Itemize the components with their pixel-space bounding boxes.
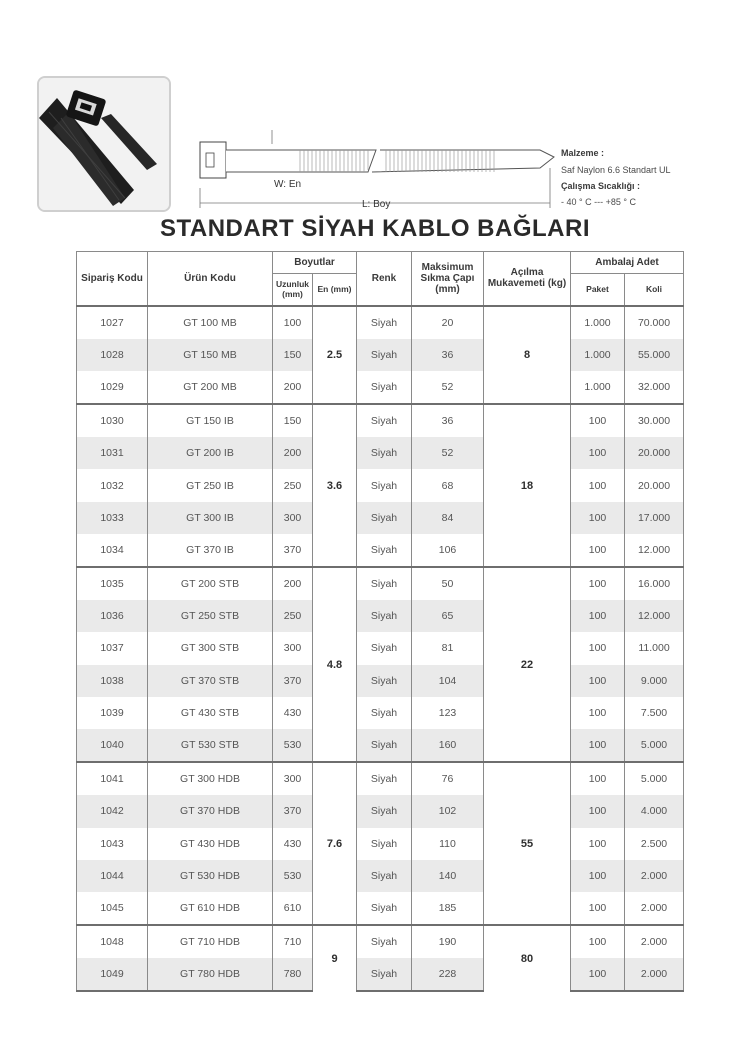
page-title: STANDART SİYAH KABLO BAĞLARI bbox=[159, 215, 590, 242]
diameter-cell: 52 bbox=[412, 371, 484, 404]
order-code-cell: 1027 bbox=[77, 306, 148, 339]
diameter-cell: 102 bbox=[412, 795, 484, 827]
color-cell: Siyah bbox=[357, 567, 412, 600]
header-packaging: Ambalaj Adet bbox=[571, 252, 684, 274]
color-cell: Siyah bbox=[357, 828, 412, 860]
product-code-cell: GT 200 MB bbox=[148, 371, 273, 404]
package-cell: 100 bbox=[571, 860, 625, 892]
package-cell: 100 bbox=[571, 600, 625, 632]
package-cell: 1.000 bbox=[571, 306, 625, 339]
color-cell: Siyah bbox=[357, 339, 412, 371]
package-cell: 100 bbox=[571, 795, 625, 827]
table-row bbox=[77, 600, 684, 632]
order-code-cell: 1045 bbox=[77, 892, 148, 925]
box-cell: 2.000 bbox=[625, 860, 684, 892]
box-cell: 7.500 bbox=[625, 697, 684, 729]
table-row bbox=[77, 371, 684, 404]
table-row bbox=[77, 860, 684, 892]
width-cell: 2.5 bbox=[313, 306, 357, 405]
color-cell: Siyah bbox=[357, 600, 412, 632]
diameter-cell: 76 bbox=[412, 762, 484, 795]
order-code-cell: 1040 bbox=[77, 729, 148, 762]
package-cell: 100 bbox=[571, 534, 625, 567]
diameter-cell: 106 bbox=[412, 534, 484, 567]
package-cell: 100 bbox=[571, 437, 625, 469]
product-code-cell: GT 150 IB bbox=[148, 404, 273, 437]
table-row bbox=[77, 665, 684, 697]
product-code-cell: GT 300 HDB bbox=[148, 762, 273, 795]
table-row bbox=[77, 404, 684, 437]
package-cell: 1.000 bbox=[571, 339, 625, 371]
box-cell: 11.000 bbox=[625, 632, 684, 664]
product-code-cell: GT 430 STB bbox=[148, 697, 273, 729]
temperature-value: - 40 ° C --- +85 ° C bbox=[561, 197, 636, 207]
box-cell: 4.000 bbox=[625, 795, 684, 827]
box-cell: 70.000 bbox=[625, 306, 684, 339]
length-cell: 300 bbox=[273, 502, 313, 534]
width-cell: 3.6 bbox=[313, 404, 357, 567]
order-code-cell: 1031 bbox=[77, 437, 148, 469]
box-cell: 16.000 bbox=[625, 567, 684, 600]
package-cell: 100 bbox=[571, 697, 625, 729]
color-cell: Siyah bbox=[357, 697, 412, 729]
product-code-cell: GT 300 IB bbox=[148, 502, 273, 534]
length-cell: 150 bbox=[273, 404, 313, 437]
length-cell: 710 bbox=[273, 925, 313, 958]
order-code-cell: 1029 bbox=[77, 371, 148, 404]
box-cell: 2.000 bbox=[625, 892, 684, 925]
product-code-cell: GT 370 IB bbox=[148, 534, 273, 567]
package-cell: 100 bbox=[571, 632, 625, 664]
product-code-cell: GT 250 STB bbox=[148, 600, 273, 632]
order-code-cell: 1037 bbox=[77, 632, 148, 664]
length-cell: 430 bbox=[273, 697, 313, 729]
product-code-cell: GT 780 HDB bbox=[148, 958, 273, 991]
cable-tie-diagram bbox=[190, 128, 560, 210]
color-cell: Siyah bbox=[357, 632, 412, 664]
length-cell: 150 bbox=[273, 339, 313, 371]
color-cell: Siyah bbox=[357, 925, 412, 958]
package-cell: 100 bbox=[571, 762, 625, 795]
box-cell: 20.000 bbox=[625, 469, 684, 501]
length-cell: 430 bbox=[273, 828, 313, 860]
table-row bbox=[77, 958, 684, 991]
length-cell: 370 bbox=[273, 665, 313, 697]
table-row bbox=[77, 502, 684, 534]
color-cell: Siyah bbox=[357, 892, 412, 925]
cable-tie-photo bbox=[39, 78, 169, 210]
length-cell: 100 bbox=[273, 306, 313, 339]
order-code-cell: 1034 bbox=[77, 534, 148, 567]
diameter-cell: 84 bbox=[412, 502, 484, 534]
package-cell: 100 bbox=[571, 892, 625, 925]
package-cell: 100 bbox=[571, 729, 625, 762]
package-cell: 100 bbox=[571, 958, 625, 991]
box-cell: 30.000 bbox=[625, 404, 684, 437]
table-row bbox=[77, 306, 684, 339]
product-code-cell: GT 530 STB bbox=[148, 729, 273, 762]
box-cell: 2.000 bbox=[625, 958, 684, 991]
diameter-cell: 160 bbox=[412, 729, 484, 762]
order-code-cell: 1039 bbox=[77, 697, 148, 729]
diameter-cell: 104 bbox=[412, 665, 484, 697]
color-cell: Siyah bbox=[357, 665, 412, 697]
strength-cell: 18 bbox=[484, 404, 571, 567]
width-cell: 4.8 bbox=[313, 567, 357, 762]
table-row bbox=[77, 762, 684, 795]
length-cell: 200 bbox=[273, 567, 313, 600]
package-cell: 1.000 bbox=[571, 371, 625, 404]
order-code-cell: 1033 bbox=[77, 502, 148, 534]
material-label: Malzeme : bbox=[561, 148, 605, 158]
box-cell: 12.000 bbox=[625, 534, 684, 567]
width-cell: 7.6 bbox=[313, 762, 357, 925]
order-code-cell: 1048 bbox=[77, 925, 148, 958]
box-cell: 2.000 bbox=[625, 925, 684, 958]
product-code-cell: GT 250 IB bbox=[148, 469, 273, 501]
diameter-cell: 190 bbox=[412, 925, 484, 958]
length-cell: 370 bbox=[273, 534, 313, 567]
product-code-cell: GT 370 STB bbox=[148, 665, 273, 697]
product-code-cell: GT 150 MB bbox=[148, 339, 273, 371]
box-cell: 20.000 bbox=[625, 437, 684, 469]
package-cell: 100 bbox=[571, 404, 625, 437]
box-cell: 5.000 bbox=[625, 729, 684, 762]
temperature-label: Çalışma Sıcaklığı : bbox=[561, 181, 641, 191]
strength-cell: 55 bbox=[484, 762, 571, 925]
color-cell: Siyah bbox=[357, 534, 412, 567]
order-code-cell: 1043 bbox=[77, 828, 148, 860]
order-code-cell: 1041 bbox=[77, 762, 148, 795]
diameter-cell: 110 bbox=[412, 828, 484, 860]
order-code-cell: 1036 bbox=[77, 600, 148, 632]
order-code-cell: 1030 bbox=[77, 404, 148, 437]
box-cell: 5.000 bbox=[625, 762, 684, 795]
header-box: Koli bbox=[625, 274, 684, 306]
color-cell: Siyah bbox=[357, 371, 412, 404]
diameter-cell: 81 bbox=[412, 632, 484, 664]
table-row bbox=[77, 567, 684, 600]
diameter-cell: 65 bbox=[412, 600, 484, 632]
diameter-cell: 68 bbox=[412, 469, 484, 501]
diameter-cell: 52 bbox=[412, 437, 484, 469]
box-cell: 12.000 bbox=[625, 600, 684, 632]
order-code-cell: 1038 bbox=[77, 665, 148, 697]
diameter-cell: 140 bbox=[412, 860, 484, 892]
color-cell: Siyah bbox=[357, 502, 412, 534]
table-row bbox=[77, 339, 684, 371]
table-row bbox=[77, 729, 684, 762]
header-color: Renk bbox=[357, 252, 412, 306]
header-order-code: Sipariş Kodu bbox=[77, 252, 148, 306]
color-cell: Siyah bbox=[357, 306, 412, 339]
order-code-cell: 1049 bbox=[77, 958, 148, 991]
length-cell: 250 bbox=[273, 469, 313, 501]
product-code-cell: GT 300 STB bbox=[148, 632, 273, 664]
product-code-cell: GT 370 HDB bbox=[148, 795, 273, 827]
color-cell: Siyah bbox=[357, 958, 412, 991]
package-cell: 100 bbox=[571, 925, 625, 958]
order-code-cell: 1035 bbox=[77, 567, 148, 600]
table-row bbox=[77, 828, 684, 860]
length-cell: 200 bbox=[273, 371, 313, 404]
color-cell: Siyah bbox=[357, 729, 412, 762]
header-length: Uzunluk (mm) bbox=[273, 274, 313, 306]
color-cell: Siyah bbox=[357, 437, 412, 469]
product-code-cell: GT 200 IB bbox=[148, 437, 273, 469]
package-cell: 100 bbox=[571, 828, 625, 860]
strength-cell: 22 bbox=[484, 567, 571, 762]
box-cell: 55.000 bbox=[625, 339, 684, 371]
package-cell: 100 bbox=[571, 469, 625, 501]
product-code-cell: GT 610 HDB bbox=[148, 892, 273, 925]
box-cell: 17.000 bbox=[625, 502, 684, 534]
color-cell: Siyah bbox=[357, 795, 412, 827]
width-cell: 9 bbox=[313, 925, 357, 991]
box-cell: 9.000 bbox=[625, 665, 684, 697]
diameter-cell: 50 bbox=[412, 567, 484, 600]
strength-cell: 8 bbox=[484, 306, 571, 405]
product-code-cell: GT 710 HDB bbox=[148, 925, 273, 958]
product-code-cell: GT 530 HDB bbox=[148, 860, 273, 892]
table-row bbox=[77, 697, 684, 729]
diameter-cell: 228 bbox=[412, 958, 484, 991]
diameter-cell: 36 bbox=[412, 339, 484, 371]
color-cell: Siyah bbox=[357, 860, 412, 892]
diameter-cell: 123 bbox=[412, 697, 484, 729]
table-row bbox=[77, 925, 684, 958]
product-code-cell: GT 430 HDB bbox=[148, 828, 273, 860]
strength-cell: 80 bbox=[484, 925, 571, 991]
length-label: L: Boy bbox=[362, 199, 391, 210]
diameter-cell: 36 bbox=[412, 404, 484, 437]
color-cell: Siyah bbox=[357, 469, 412, 501]
table-row bbox=[77, 892, 684, 925]
diameter-cell: 20 bbox=[412, 306, 484, 339]
package-cell: 100 bbox=[571, 665, 625, 697]
color-cell: Siyah bbox=[357, 762, 412, 795]
product-table bbox=[76, 251, 684, 992]
header-dimensions: Boyutlar bbox=[273, 252, 357, 274]
header-width: En (mm) bbox=[313, 274, 357, 306]
box-cell: 32.000 bbox=[625, 371, 684, 404]
package-cell: 100 bbox=[571, 502, 625, 534]
header-strength: Açılma Mukavemeti (kg) bbox=[484, 252, 571, 306]
table-row bbox=[77, 437, 684, 469]
table-row bbox=[77, 534, 684, 567]
length-cell: 250 bbox=[273, 600, 313, 632]
order-code-cell: 1044 bbox=[77, 860, 148, 892]
order-code-cell: 1042 bbox=[77, 795, 148, 827]
length-cell: 300 bbox=[273, 762, 313, 795]
length-cell: 780 bbox=[273, 958, 313, 991]
length-cell: 200 bbox=[273, 437, 313, 469]
length-cell: 530 bbox=[273, 729, 313, 762]
table-row bbox=[77, 795, 684, 827]
package-cell: 100 bbox=[571, 567, 625, 600]
header-package: Paket bbox=[571, 274, 625, 306]
product-photo bbox=[37, 76, 171, 212]
length-cell: 370 bbox=[273, 795, 313, 827]
product-code-cell: GT 100 MB bbox=[148, 306, 273, 339]
header-product-code: Ürün Kodu bbox=[148, 252, 273, 306]
diameter-cell: 185 bbox=[412, 892, 484, 925]
material-value: Saf Naylon 6.6 Standart UL bbox=[561, 165, 671, 175]
header-max-diameter: Maksimum Sıkma Çapı (mm) bbox=[412, 252, 484, 306]
order-code-cell: 1028 bbox=[77, 339, 148, 371]
length-cell: 530 bbox=[273, 860, 313, 892]
order-code-cell: 1032 bbox=[77, 469, 148, 501]
length-cell: 300 bbox=[273, 632, 313, 664]
length-cell: 610 bbox=[273, 892, 313, 925]
color-cell: Siyah bbox=[357, 404, 412, 437]
width-label: W: En bbox=[274, 179, 302, 190]
product-code-cell: GT 200 STB bbox=[148, 567, 273, 600]
box-cell: 2.500 bbox=[625, 828, 684, 860]
table-row bbox=[77, 632, 684, 664]
table-row bbox=[77, 469, 684, 501]
